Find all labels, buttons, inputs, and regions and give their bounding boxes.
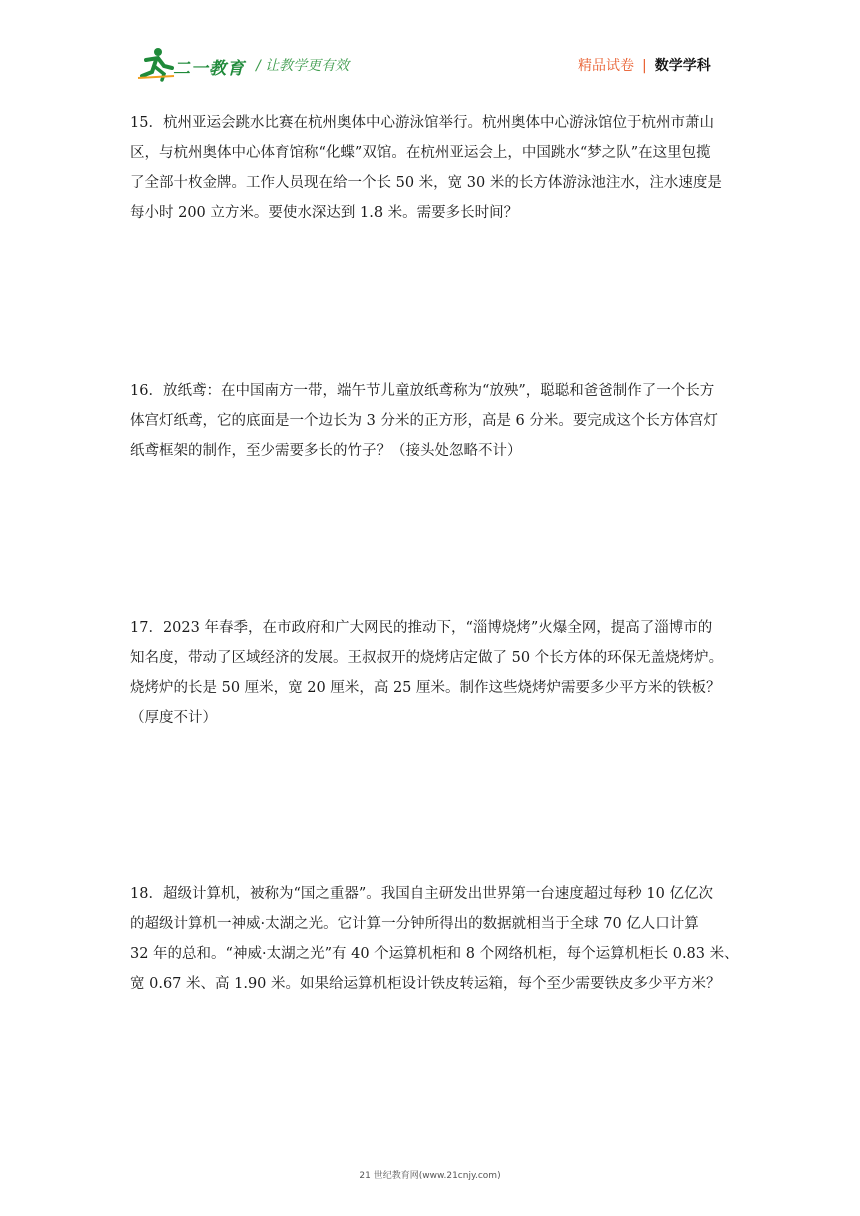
paper-tag: 精品试卷: [578, 58, 634, 74]
question-line: 了全部十枚金牌。工作人员现在给一个长 50 米，宽 30 米的长方体游泳池注水，注水速度是: [130, 175, 722, 191]
question-line: 知名度，带动了区域经济的发展。王叔叔开的烧烤店定做了 50 个长方体的环保无盖烧烤炉。: [130, 650, 724, 666]
question-line: 每小时 200 立方米。要使水深达到 1.8 米。需要多长时间？: [130, 205, 519, 221]
question-line: 区，与杭州奥体中心体育馆称“化蝶”双馆。在杭州亚运会上，中国跳水“梦之队”在这里包揽: [130, 145, 711, 161]
page-footer: 21 世纪教育网(www.21cnjy.com): [359, 1171, 501, 1181]
question-16: [130, 376, 730, 466]
question-line: 32 年的总和。“神威·太湖之光”有 40 个运算机柜和 8 个网络机柜，每个运算机柜长 0.83 米、: [130, 946, 739, 962]
brand-slogan: / 让教学更有效: [256, 58, 350, 74]
question-line: 的超级计算机一神威·太湖之光。它计算一分钟所得出的数据就相当于全球 70 亿人口计算: [130, 916, 699, 932]
runner-logo-icon: [136, 46, 176, 82]
question-18: [130, 879, 739, 999]
question-line: （厚度不计）: [130, 710, 217, 726]
header-label: [578, 55, 711, 75]
question-15: [130, 108, 730, 228]
subject-label: 数学学科: [654, 58, 711, 74]
question-line: 体宫灯纸鸢，它的底面是一个边长为 3 分米的正方形，高是 6 分米。要完成这个长方体宫灯: [130, 413, 718, 429]
question-line: 16．放纸鸢：在中国南方一带，端午节儿童放纸鸢称为“放殃”，聪聪和爸爸制作了一个长方: [130, 383, 715, 399]
question-line: 15．杭州亚运会跳水比赛在杭州奥体中心游泳馆举行。杭州奥体中心游泳馆位于杭州市萧山: [130, 115, 714, 131]
question-line: 17．2023 年春季，在市政府和广大网民的推动下，“淄博烧烤”火爆全网，提高了淄博市的: [130, 620, 713, 636]
brand-name: 二一教育: [173, 59, 245, 79]
question-line: 18．超级计算机，被称为“国之重器”。我国自主研发出世界第一台速度超过每秒 10 亿亿次: [130, 886, 713, 902]
page-header: [0, 0, 860, 110]
question-17: [130, 613, 730, 733]
question-line: 宽 0.67 米、高 1.90 米。如果给运算机柜设计铁皮转运箱，每个至少需要铁皮多少平方米？: [130, 976, 721, 992]
question-line: 烧烤炉的长是 50 厘米，宽 20 厘米，高 25 厘米。制作这些烧烤炉需要多少平方米的铁板？: [130, 680, 721, 696]
header-separator: |: [642, 58, 647, 74]
question-line: 纸鸢框架的制作，至少需要多长的竹子？（接头处忽略不计）: [130, 443, 522, 459]
